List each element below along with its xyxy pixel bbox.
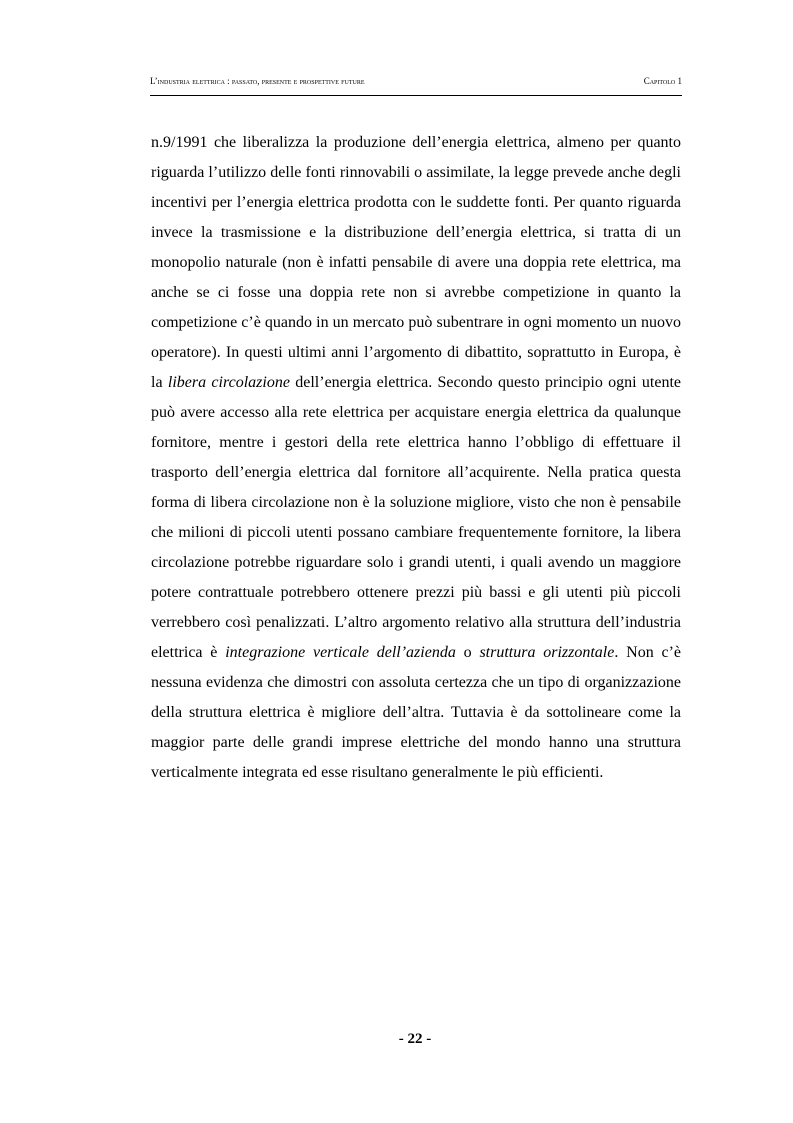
paragraph-text-3: . Non c’è nessuna evidenza che dimostri con assoluta certezza che un tipo di organizzazione della struttura elettrica è migliore dell’altra. Tuttavia è da sottolineare come la maggior parte delle grandi imprese elettriche del mondo hanno una struttura verticalmente integrata ed esse risultano generalmente le più efficienti. bbox=[151, 644, 682, 781]
page-number: - 22 - bbox=[398, 1031, 432, 1047]
running-title: L’industria elettrica : passato, presente e prospettive future bbox=[150, 76, 365, 86]
chapter-label: Capitolo 1 bbox=[643, 76, 682, 86]
paragraph-text-1: n.9/1991 che liberalizza la produzione dell’energia elettrica, almeno per quanto riguarda l’utilizzo delle fonti rinnovabili o assimilate, la legge prevede anche degli incentivi per l’energia elettrica prodotta con le suddette fonti. Per quanto riguarda invece la trasmissione e la distribuzione dell’energia elettrica, si tratta di un monopolio naturale (non è infatti pensabile di avere una doppia rete elettrica, ma anche se ci fosse una doppia rete non si avrebbe competizione in quanto la competizione c’è quando in un mercato può subentrare in ogni momento un nuovo operatore). In questi ultimi anni l’argomento di dibattito, soprattutto in Europa, è la bbox=[151, 134, 681, 391]
paragraph-text-2: dell’energia elettrica. Secondo questo principio ogni utente può avere accesso alla rete elettrica per acquistare energia elettrica da qualunque fornitore, mentre i gestori della rete elettrica hanno l’obbligo di effettuare il trasporto dell’energia elettrica dal fornitore all’acquirente. Nella pratica questa forma di libera circolazione non è la soluzione migliore, visto che non è pensabile che milioni di piccoli utenti possano cambiare frequentemente fornitore, la libera circolazione potrebbe riguardare solo i grandi utenti, i quali avendo un maggiore potere contrattuale potrebbero ottenere prezzi più bassi e gli utenti più piccoli verrebbero così penalizzati. L’altro argomento relativo alla struttura dell’industria elettrica è bbox=[151, 374, 682, 661]
body-paragraph bbox=[151, 128, 681, 788]
term-struttura-orizzontale: struttura orizzontale bbox=[479, 644, 615, 661]
page-header bbox=[150, 73, 682, 96]
term-libera-circolazione: libera circolazione bbox=[167, 374, 290, 391]
conjunction: o bbox=[463, 644, 472, 661]
term-integrazione-verticale: integrazione verticale dell’azienda bbox=[225, 644, 456, 661]
